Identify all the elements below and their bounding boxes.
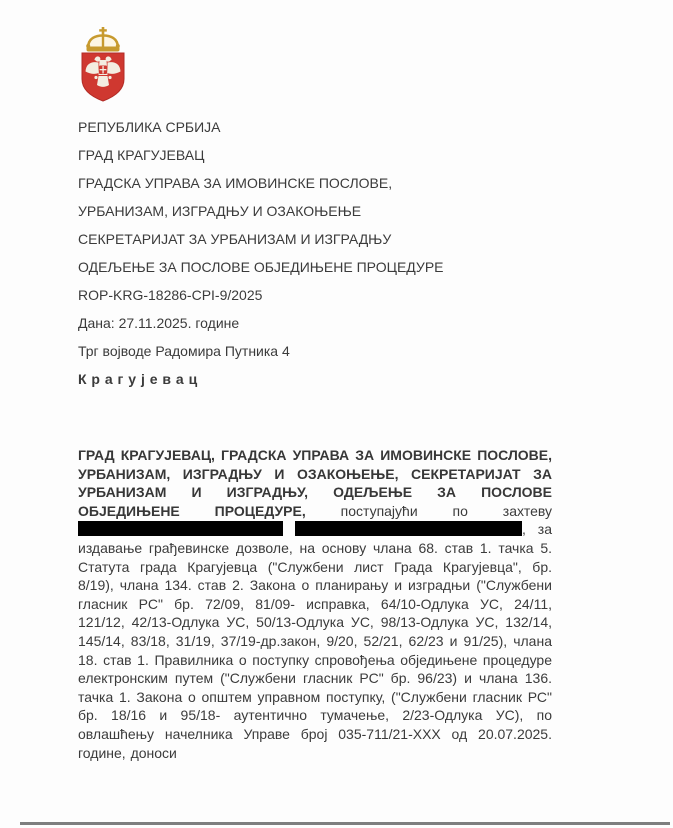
- legal-basis-text: , за издавање грађевинске дозволе, на основу члана 68. став 1. тачка 5. Статута града Крагујевца ("Службени лист Града Крагујевца", бр. 8/19), члана 134. став 2. Закона о планирању и изградњи ("Службени гласник РС" бр. 72/09, 81/09- исправка, 64/10-Одлука УС, 24/11, 121/12, 42/13-Одлука УС, 50/13-Одлука УС, 98/13-Одлука УС, 132/14, 145/14, 83/18, 31/19, 37/19-др.закон, 9/20, 52/21, 62/23 и 91/25), члана 18. став 1. Правилника о поступку спровођења обједињене процедуре електронским путем ("Службени гласник РС" бр. 96/23) и члана 136. тачка 1. Закона о општем управном поступку, ("Службени гласник РС" бр. 18/16 и 95/18- аутентично тумачење, 2/23-Одлука УС), по овлашћењу начелника Управе број 035-711/21-XXX од 20.07.2025. године, доноси: [78, 521, 552, 761]
- case-number: ROP-KRG-18286-CPI-9/2025: [78, 287, 263, 303]
- acting-on-request-text: поступајући по захтеву: [305, 502, 552, 519]
- redaction-bar-1: [78, 521, 283, 536]
- header-line-department: ОДЕЉЕЊЕ ЗА ПОСЛОВЕ ОБЈЕДИЊЕНЕ ПРОЦЕДУРЕ: [78, 259, 444, 275]
- document-header: [78, 113, 444, 393]
- page-bottom-divider: [20, 822, 670, 825]
- redaction-bar-2: [295, 521, 522, 536]
- city-name-spaced: К р а г у ј е в а ц: [78, 371, 198, 387]
- header-line-administration-2: УРБАНИЗАМ, ИЗГРАДЊУ И ОЗАКОЊЕЊЕ: [78, 203, 362, 219]
- header-line-republic: РЕПУБЛИКА СРБИЈА: [78, 119, 221, 135]
- address-line: Трг војводе Радомира Путника 4: [78, 343, 290, 359]
- header-line-secretariat: СЕКРЕТАРИЈАТ ЗА УРБАНИЗАМ И ИЗГРАДЊУ: [78, 231, 392, 247]
- decision-preamble-paragraph: [78, 446, 552, 762]
- header-line-city: ГРАД КРАГУЈЕВАЦ: [78, 147, 205, 163]
- header-line-administration-1: ГРАДСКА УПРАВА ЗА ИМОВИНСКЕ ПОСЛОВЕ,: [78, 175, 393, 191]
- serbia-coat-of-arms-icon: [72, 27, 134, 103]
- date-line: Дана: 27.11.2025. године: [78, 315, 240, 331]
- issuing-authority-bold-text: ГРАД КРАГУЈЕВАЦ, ГРАДСКА УПРАВА ЗА ИМОВИНСКЕ ПОСЛОВЕ, УРБАНИЗАМ, ИЗГРАДЊУ И ОЗАКОЊЕЊЕ, СЕКРЕТАРИЈАТ ЗА УРБАНИЗАМ И ИЗГРАДЊУ, ОДЕЉЕЊЕ ЗА ПОСЛОВЕ ОБЈЕДИЊЕНЕ ПРОЦЕДУРЕ,: [78, 447, 552, 519]
